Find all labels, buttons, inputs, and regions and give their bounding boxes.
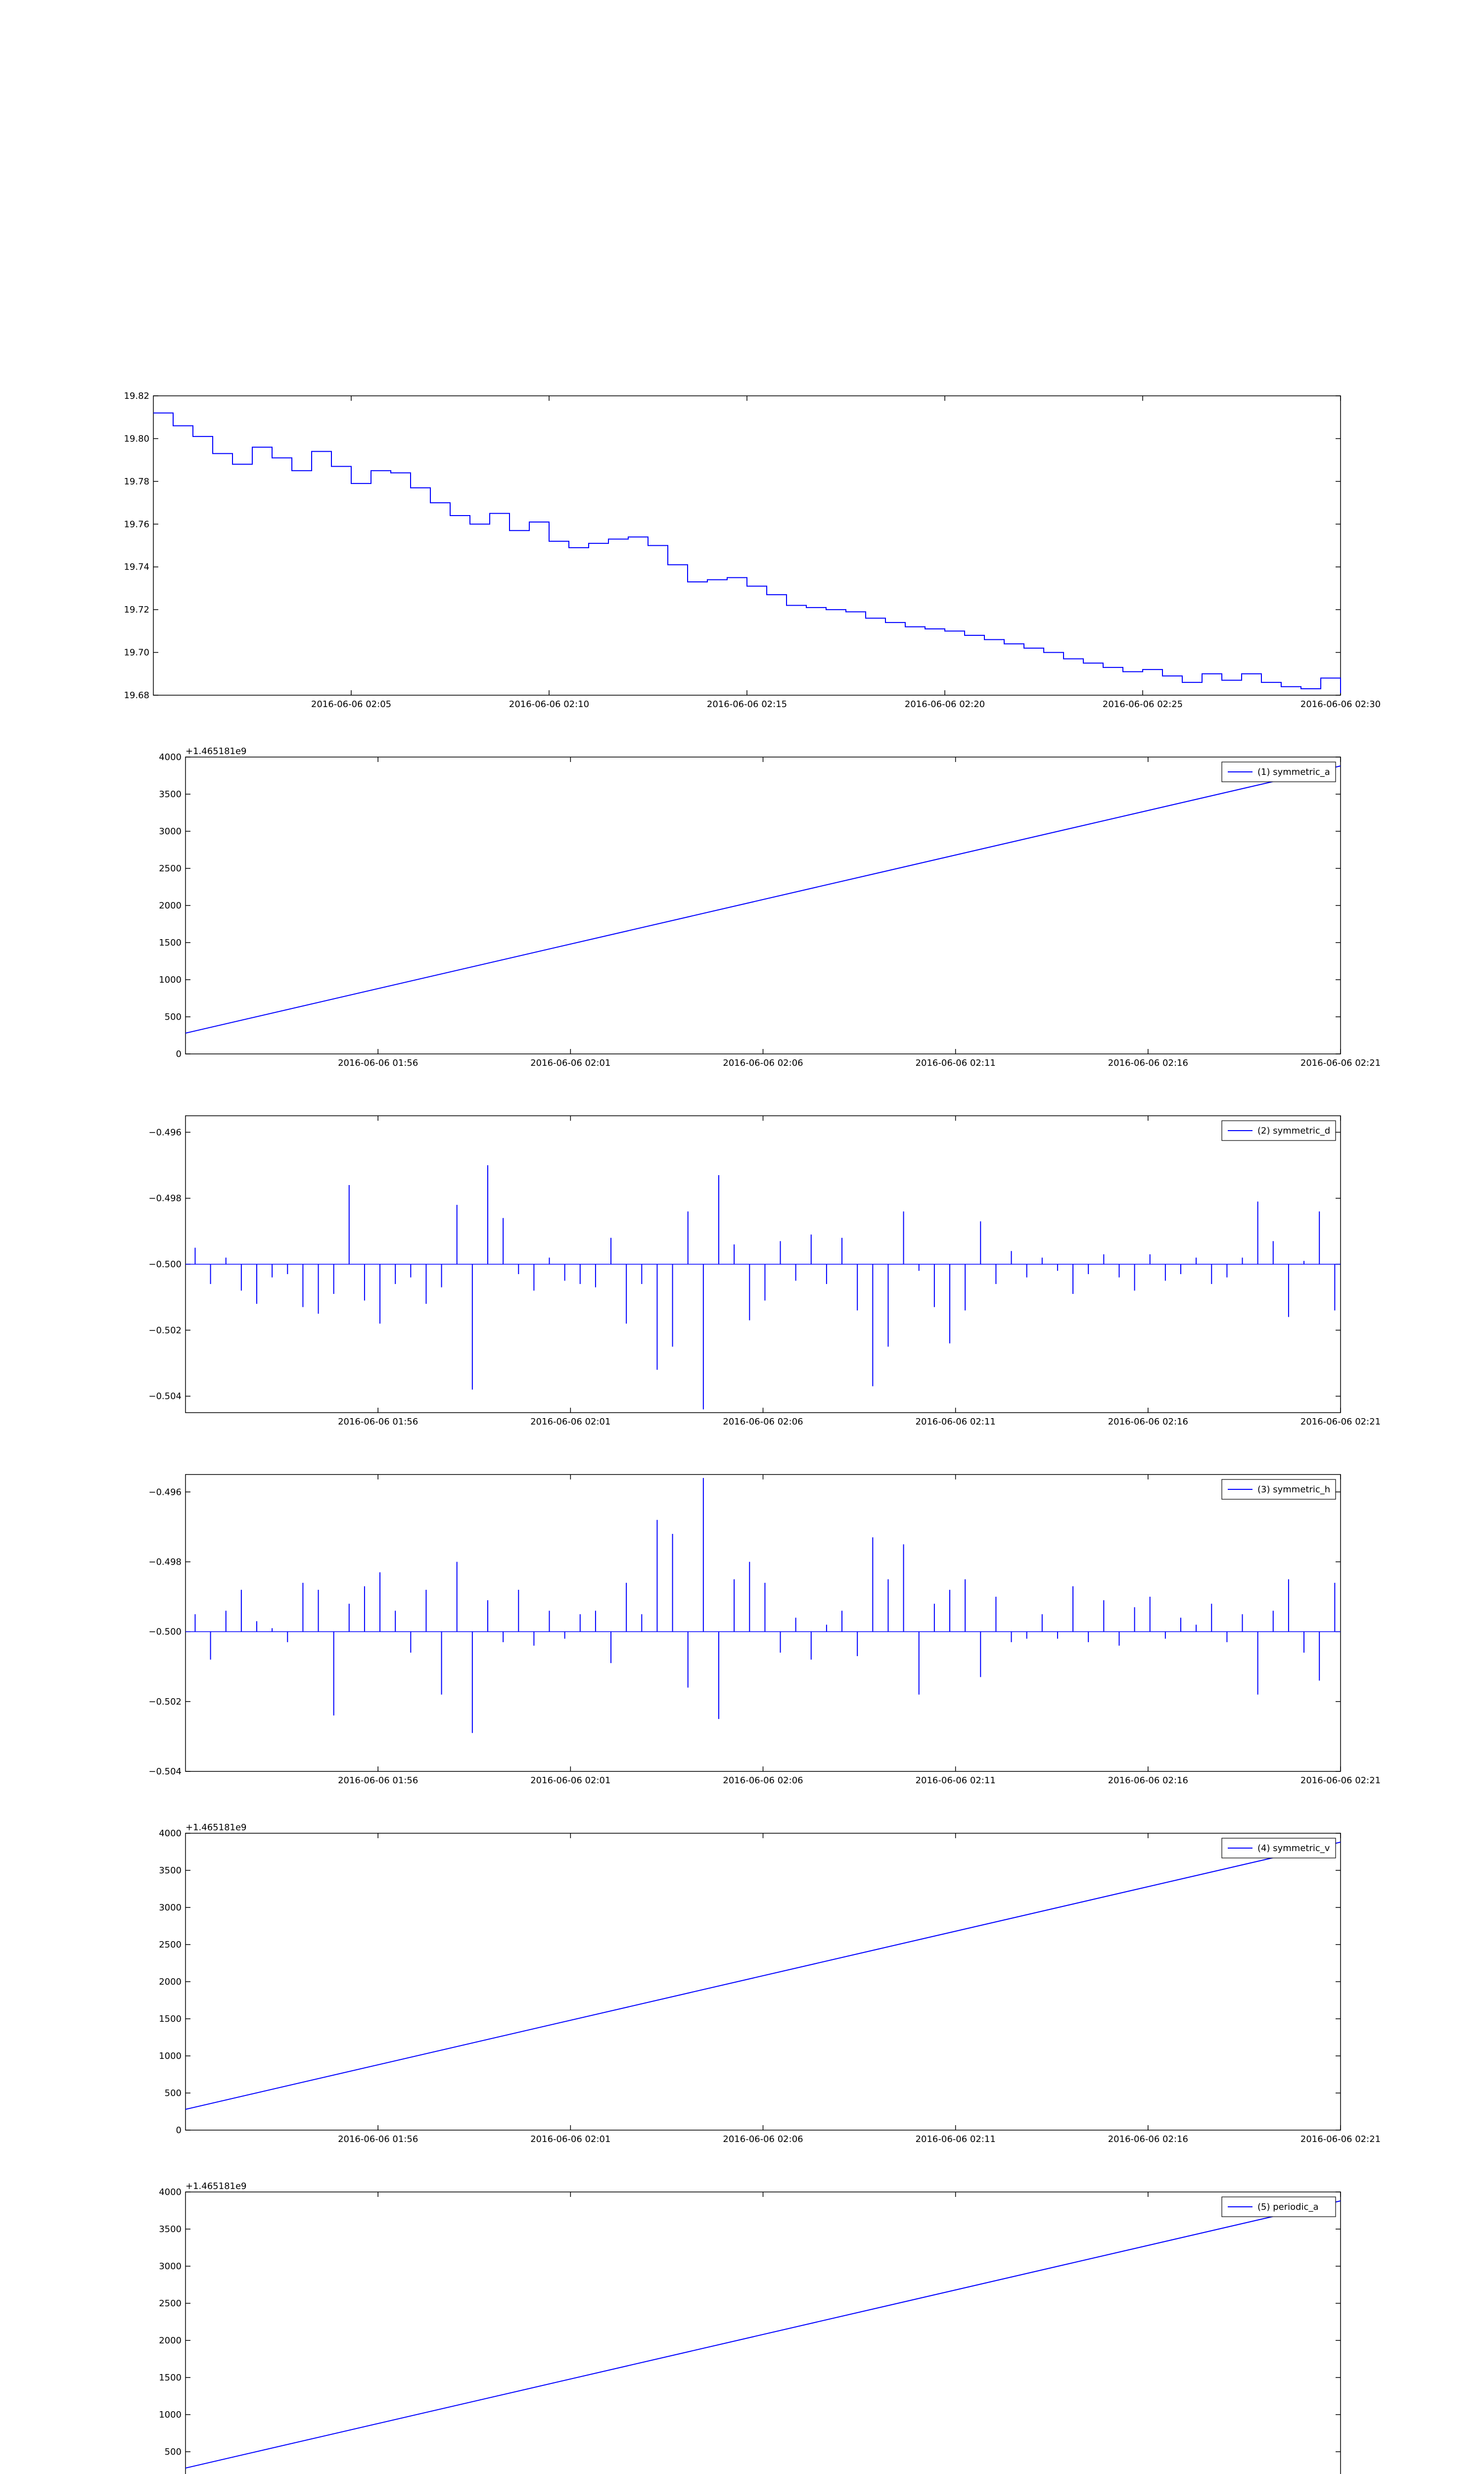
y-tick-label: 3000: [159, 2261, 182, 2272]
y-tick-label: 2000: [159, 1977, 182, 1987]
y-tick-label: −0.502: [148, 1325, 182, 1336]
y-tick-label: 4000: [159, 1828, 182, 1839]
chart-periodic_a: [159, 2181, 1381, 2474]
x-tick-label: 2016-06-06 02:21: [1300, 2134, 1381, 2144]
y-tick-label: −0.500: [148, 1626, 182, 1637]
x-tick-label: 2016-06-06 02:16: [1108, 1775, 1188, 1786]
plot-frame: [186, 2192, 1341, 2474]
y-tick-label: 1500: [159, 938, 182, 948]
y-tick-label: −0.496: [148, 1127, 182, 1138]
y-tick-label: 1500: [159, 2373, 182, 2383]
y-tick-label: −0.500: [148, 1259, 182, 1270]
y-tick-label: 500: [164, 1012, 182, 1022]
y-tick-label: 500: [164, 2088, 182, 2098]
x-tick-label: 2016-06-06 01:56: [338, 1058, 418, 1068]
x-tick-label: 2016-06-06 02:10: [509, 699, 590, 710]
legend: [1222, 1479, 1336, 1499]
x-tick-label: 2016-06-06 02:21: [1300, 1775, 1381, 1786]
y-tick-label: 1000: [159, 975, 182, 985]
x-tick-label: 2016-06-06 02:16: [1108, 1417, 1188, 1427]
axis-offset-label: +1.465181e9: [186, 1822, 247, 1833]
plot-frame: [153, 396, 1341, 695]
y-tick-label: 19.74: [124, 562, 149, 572]
x-tick-label: 2016-06-06 02:06: [723, 1058, 803, 1068]
y-tick-label: 2000: [159, 901, 182, 911]
y-tick-label: 19.70: [124, 647, 149, 658]
x-tick-label: 2016-06-06 02:16: [1108, 2134, 1188, 2144]
y-tick-label: 0: [176, 1049, 182, 1059]
y-tick-label: 3500: [159, 2224, 182, 2235]
x-tick-label: 2016-06-06 02:11: [915, 1058, 996, 1068]
y-tick-label: 19.80: [124, 433, 149, 444]
y-tick-label: 19.78: [124, 476, 149, 487]
y-tick-label: 1000: [159, 2051, 182, 2061]
y-tick-label: 3000: [159, 1903, 182, 1913]
y-tick-label: 19.82: [124, 391, 149, 401]
legend-label: (3) symmetric_h: [1257, 1484, 1331, 1495]
axis-offset-label: +1.465181e9: [186, 2181, 247, 2191]
legend-label: (4) symmetric_v: [1257, 1843, 1330, 1854]
y-tick-label: 2500: [159, 1940, 182, 1950]
series-line: [186, 766, 1341, 1033]
legend-label: (1) symmetric_a: [1257, 767, 1330, 777]
y-tick-label: 2500: [159, 2298, 182, 2309]
x-tick-label: 2016-06-06 02:06: [723, 1417, 803, 1427]
y-tick-label: 19.68: [124, 690, 149, 701]
y-tick-label: 1000: [159, 2410, 182, 2420]
x-tick-label: 2016-06-06 02:30: [1300, 699, 1381, 710]
x-tick-label: 2016-06-06 02:21: [1300, 1417, 1381, 1427]
y-tick-label: −0.498: [148, 1557, 182, 1568]
y-tick-label: 3000: [159, 826, 182, 837]
x-tick-label: 2016-06-06 02:25: [1102, 699, 1183, 710]
y-tick-label: 3500: [159, 789, 182, 800]
legend: [1222, 1838, 1336, 1858]
x-tick-label: 2016-06-06 02:06: [723, 1775, 803, 1786]
plot-frame: [186, 757, 1341, 1054]
chart-symmetric_a: [159, 746, 1381, 1068]
y-tick-label: 2500: [159, 863, 182, 874]
legend: [1222, 2197, 1336, 2217]
y-tick-label: 4000: [159, 2187, 182, 2197]
x-tick-label: 2016-06-06 01:56: [338, 2134, 418, 2144]
plot-frame: [186, 1833, 1341, 2130]
chart-symmetric_v: [159, 1822, 1381, 2144]
legend-label: (2) symmetric_d: [1257, 1126, 1331, 1136]
y-tick-label: 2000: [159, 2335, 182, 2346]
y-tick-label: 500: [164, 2447, 182, 2457]
x-tick-label: 2016-06-06 02:01: [530, 2134, 611, 2144]
x-tick-label: 2016-06-06 02:15: [706, 699, 788, 710]
y-tick-label: −0.498: [148, 1193, 182, 1204]
axis-offset-label: +1.465181e9: [186, 746, 247, 757]
x-tick-label: 2016-06-06 02:20: [904, 699, 985, 710]
legend: [1222, 1121, 1336, 1141]
y-tick-label: 4000: [159, 752, 182, 762]
y-tick-label: −0.502: [148, 1696, 182, 1707]
x-tick-label: 2016-06-06 02:06: [723, 2134, 803, 2144]
chart-price: [124, 391, 1381, 710]
price-series-line: [153, 413, 1341, 693]
x-tick-label: 2016-06-06 02:11: [915, 1417, 996, 1427]
x-tick-label: 2016-06-06 01:56: [338, 1775, 418, 1786]
y-tick-label: 0: [176, 2125, 182, 2136]
plot-frame: [186, 1475, 1341, 1771]
y-tick-label: 3500: [159, 1865, 182, 1876]
x-tick-label: 2016-06-06 02:11: [915, 1775, 996, 1786]
legend-label: (5) periodic_a: [1257, 2202, 1319, 2212]
series-line: [186, 1842, 1341, 2109]
y-tick-label: −0.504: [148, 1766, 182, 1777]
x-tick-label: 2016-06-06 02:05: [311, 699, 392, 710]
y-tick-label: 1500: [159, 2014, 182, 2024]
legend: [1222, 762, 1336, 782]
y-tick-label: 19.76: [124, 519, 149, 530]
x-tick-label: 2016-06-06 02:11: [915, 2134, 996, 2144]
x-tick-label: 2016-06-06 02:01: [530, 1417, 611, 1427]
y-tick-label: −0.504: [148, 1391, 182, 1402]
series-line: [186, 2201, 1341, 2468]
x-tick-label: 2016-06-06 01:56: [338, 1417, 418, 1427]
y-tick-label: 19.72: [124, 605, 149, 616]
chart-symmetric_h: [148, 1475, 1381, 1786]
x-tick-label: 2016-06-06 02:21: [1300, 1058, 1381, 1068]
x-tick-label: 2016-06-06 02:01: [530, 1775, 611, 1786]
x-tick-label: 2016-06-06 02:16: [1108, 1058, 1188, 1068]
chart-symmetric_d: [148, 1116, 1381, 1427]
x-tick-label: 2016-06-06 02:01: [530, 1058, 611, 1068]
y-tick-label: −0.496: [148, 1487, 182, 1498]
